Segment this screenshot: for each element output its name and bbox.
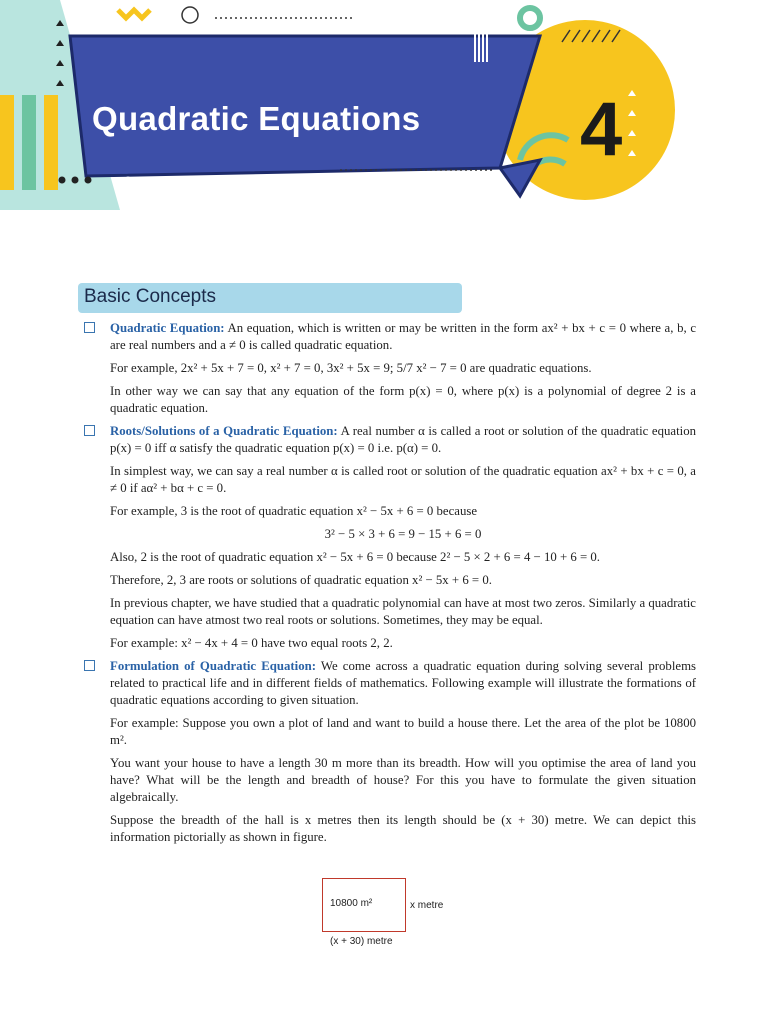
concept-text: An equation, which is written or may be written in the form ax² + bx + c = 0 where a, b, c are real numbers and a ≠ 0 is called quadratic equation. <box>110 321 696 352</box>
paragraph: For example: Suppose you own a plot of land and want to build a house there. Let the area of the plot be 10800 m². <box>110 716 696 747</box>
checkbox-bullet-icon <box>84 425 95 436</box>
figure-bottom-label: (x + 30) metre <box>330 936 393 947</box>
section-title: Basic Concepts <box>84 286 217 307</box>
paragraph: For example, 2x² + 5x + 7 = 0, x² + 7 = 0, 3x² + 5x = 9; 5/7 x² − 7 = 0 are quadratic equations. <box>110 361 592 375</box>
concept-heading: Formulation of Quadratic Equation: <box>110 659 316 673</box>
concept-heading: Roots/Solutions of a Quadratic Equation: <box>110 424 338 438</box>
figure-area-label: 10800 m² <box>330 898 373 909</box>
concept-roots-solutions <box>84 423 696 652</box>
content-body <box>84 320 696 852</box>
paragraph: Therefore, 2, 3 are roots or solutions of quadratic equation x² − 5x + 6 = 0. <box>110 573 492 587</box>
checkbox-bullet-icon <box>84 322 95 333</box>
concept-quadratic-equation <box>84 320 696 417</box>
equation-line: 3² − 5 × 3 + 6 = 9 − 15 + 6 = 0 <box>324 527 482 541</box>
yellow-bar-1 <box>0 95 14 190</box>
green-ring <box>520 8 540 28</box>
paragraph: In previous chapter, we have studied that a quadratic polynomial can have at most two zeros. Similarly a quadratic equation can have atmost two real roots or solutions. Sometimes, they may be equal. <box>110 596 696 627</box>
concept-formulation <box>84 658 696 846</box>
figure-side-label: x metre <box>410 900 444 911</box>
concept-heading: Quadratic Equation: <box>110 321 225 335</box>
green-bar <box>22 95 36 190</box>
chapter-title: Quadratic Equations <box>92 100 421 137</box>
paragraph: For example, 3 is the root of quadratic equation x² − 5x + 6 = 0 because <box>110 504 477 518</box>
concept-text: A real number α is called a root or solution of the quadratic equation p(x) = 0 iff α satisfy the quadratic equation p(x) = 0 i.e. p(α) = 0. <box>110 424 696 455</box>
paragraph: Suppose the breadth of the hall is x metres then its length should be (x + 30) metre. We can depict this information pictorially as shown in figure. <box>110 813 696 844</box>
yellow-bar-2 <box>44 95 58 190</box>
checkbox-bullet-icon <box>84 660 95 671</box>
paragraph: You want your house to have a length 30 m more than its breadth. How will you optimise the area of land you have? What will be the length and breadth of house? For this you have to formulate the given situation algebraically. <box>110 756 696 804</box>
paragraph: In simplest way, we can say a real number α is called root or solution of the quadratic equation ax² + bx + c = 0, a ≠ 0 if aα² + bα + c = 0. <box>110 464 696 495</box>
chapter-number: 4 <box>580 87 623 172</box>
concept-text: We come across a quadratic equation during solving several problems related to practical life and in different fields of mathematics. Following example will illustrate the formations of quadratic equations according to given situation. <box>110 659 697 707</box>
paragraph: Also, 2 is the root of quadratic equation x² − 5x + 6 = 0 because 2² − 5 × 2 + 6 = 4 − 10 + 6 = 0. <box>110 550 600 564</box>
paperclip-icon <box>182 7 198 23</box>
paragraph: For example: x² − 4x + 4 = 0 have two equal roots 2, 2. <box>110 636 393 650</box>
paragraph: In other way we can say that any equation of the form p(x) = 0, where p(x) is a polynomial of degree 2 is a quadratic equation. <box>110 384 696 415</box>
